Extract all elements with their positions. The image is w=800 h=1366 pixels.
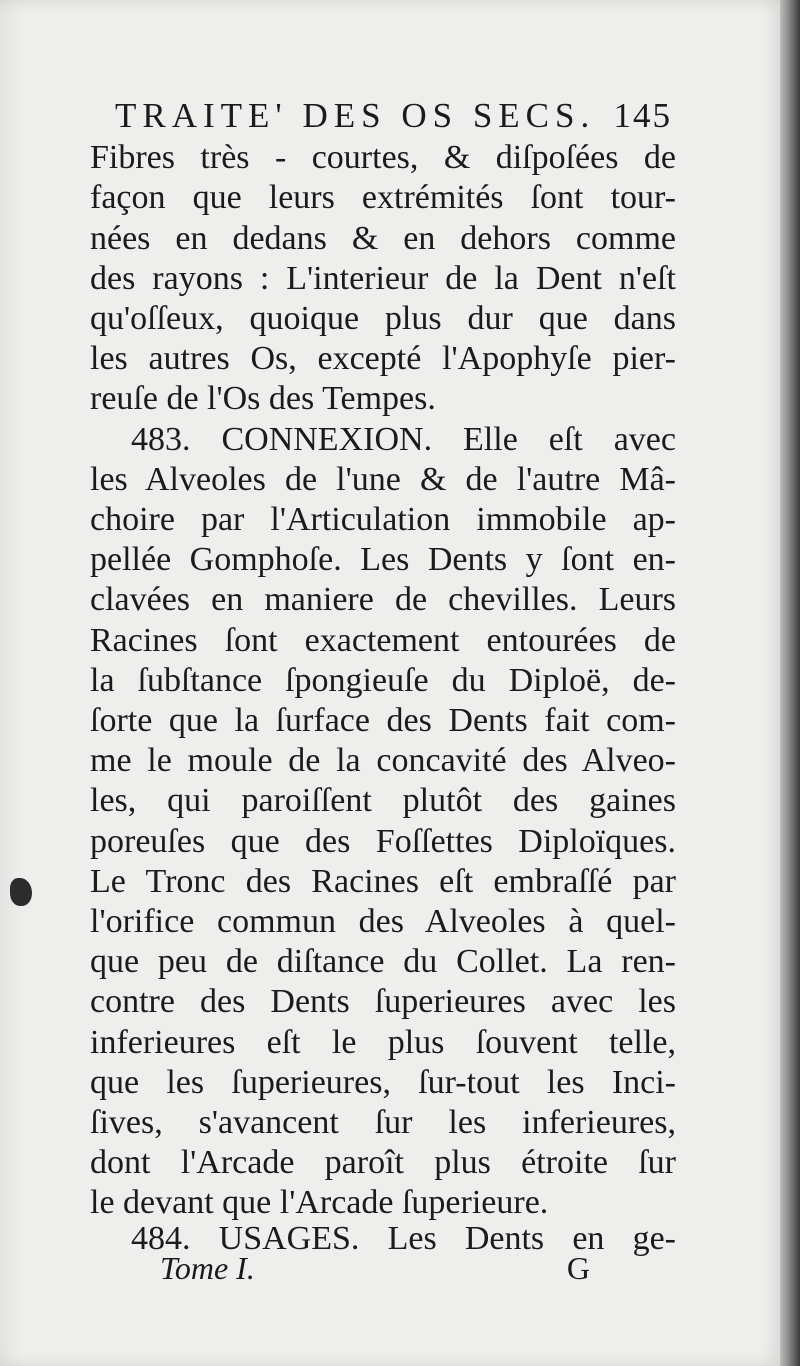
paragraph-484-heading: 484. USAGES. Les Dents en ge- bbox=[131, 1220, 676, 1257]
text-line: clavées en maniere de chevilles. Leurs bbox=[90, 581, 676, 618]
text-line: l'orifice commun des Alveoles à quel- bbox=[90, 903, 676, 940]
text-line: les Alveoles de l'une & de l'autre Mâ- bbox=[90, 461, 676, 498]
text-line: pellée Gomphoſe. Les Dents y ſont en- bbox=[90, 541, 676, 578]
running-header bbox=[90, 96, 672, 144]
text-line: que les ſuperieures, ſur-tout les Inci- bbox=[90, 1064, 676, 1101]
page-number: 145 bbox=[613, 96, 672, 135]
text-line: Le Tronc des Racines eſt embraſſé par bbox=[90, 863, 676, 900]
text-line: inferieures eſt le plus ſouvent telle, bbox=[90, 1024, 676, 1061]
text-line: qu'oſſeux, quoique plus dur que dans bbox=[90, 300, 676, 337]
volume-label: Tome I. bbox=[160, 1250, 255, 1286]
text-line: Racines ſont exactement entourées de bbox=[90, 622, 676, 659]
text-line: le devant que l'Arcade ſuperieure. bbox=[90, 1184, 549, 1221]
text-line: dont l'Arcade paroît plus étroite ſur bbox=[90, 1144, 676, 1181]
text-line: les autres Os, excepté l'Apophyſe pier- bbox=[90, 340, 676, 377]
text-line: ſives, s'avancent ſur les inferieures, bbox=[90, 1104, 676, 1141]
text-line: Fibres très - courtes, & diſpoſées de bbox=[90, 139, 676, 176]
text-line: me le moule de la concavité des Alveo- bbox=[90, 742, 676, 779]
page-edge-shadow bbox=[780, 0, 800, 1366]
text-line: que peu de diſtance du Collet. La ren- bbox=[90, 943, 676, 980]
text-line: contre des Dents ſuperieures avec les bbox=[90, 983, 676, 1020]
text-line: façon que leurs extrémités ſont tour- bbox=[90, 179, 676, 216]
text-line: choire par l'Articulation immobile ap- bbox=[90, 501, 676, 538]
text-line: la ſubſtance ſpongieuſe du Diploë, de- bbox=[90, 662, 676, 699]
text-line: reuſe de l'Os des Tempes. bbox=[90, 380, 436, 417]
paragraph-483-heading: 483. CONNEXION. Elle eſt avec bbox=[131, 421, 676, 458]
text-line: les, qui paroiſſent plutôt des gaines bbox=[90, 782, 676, 819]
text-line: poreuſes que des Foſſettes Diploïques. bbox=[90, 823, 676, 860]
text-line: ſorte que la ſurface des Dents fait com- bbox=[90, 702, 676, 739]
running-title: TRAITE' DES OS SECS. bbox=[115, 96, 596, 135]
signature-mark: G bbox=[566, 1250, 590, 1286]
page-footer bbox=[150, 1250, 590, 1290]
text-line: nées en dedans & en dehors comme bbox=[90, 220, 676, 257]
text-line: des rayons : L'interieur de la Dent n'eſt bbox=[90, 260, 676, 297]
